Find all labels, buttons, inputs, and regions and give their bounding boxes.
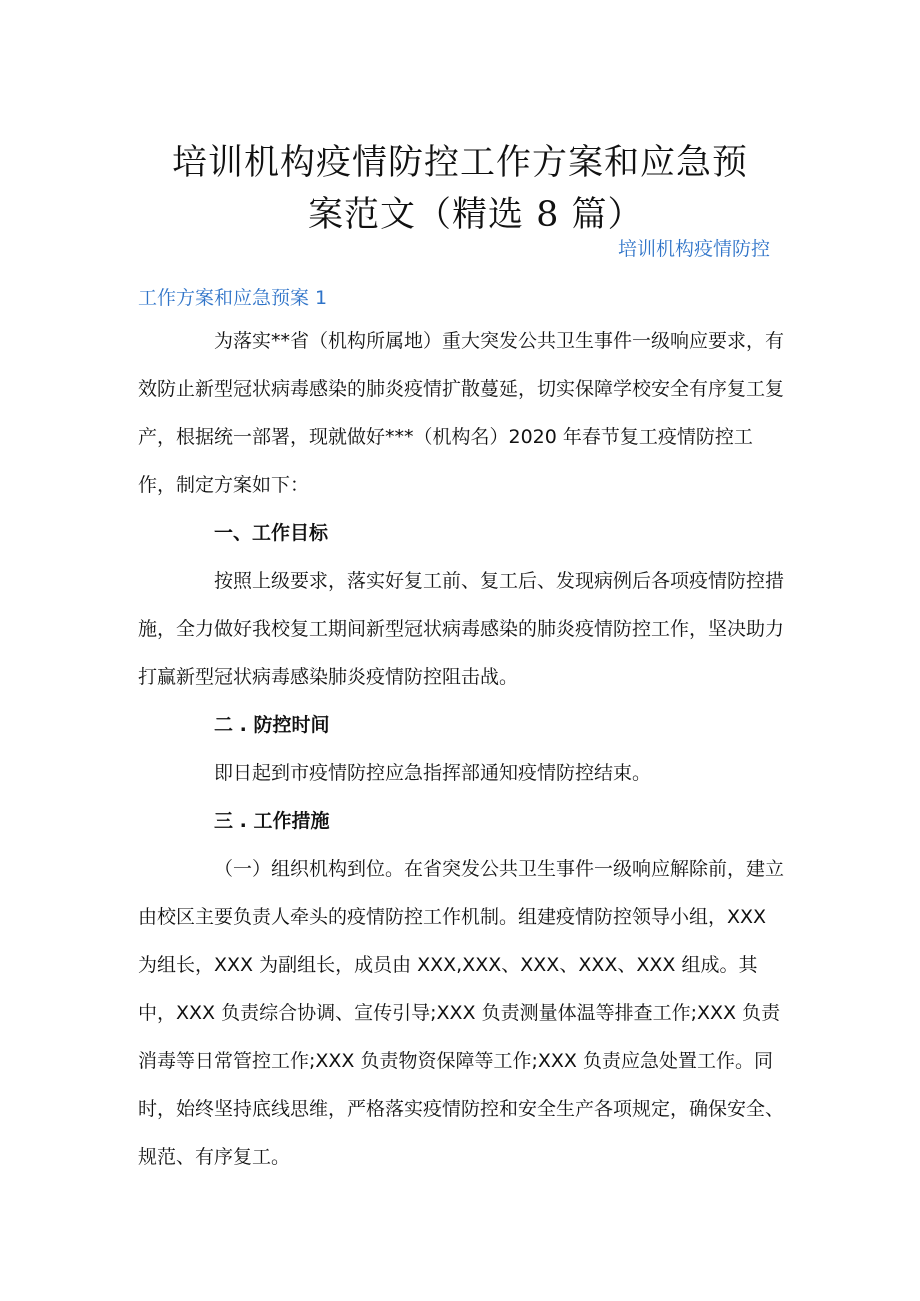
toc-link-part2[interactable]: 工作方案和应急预案 1 <box>138 287 328 309</box>
document-title-line1: 培训机构疫情防控工作方案和应急预 <box>171 143 748 183</box>
document-title-line2: 案范文（精选 8 篇） <box>308 195 644 235</box>
toc-link-part1[interactable]: 培训机构疫情防控 <box>618 238 771 260</box>
section2-paragraph: 即日起到市疫情防控应急指挥部通知疫情防控结束。 <box>214 762 652 784</box>
section3-paragraph: （一）组织机构到位。在省突发公共卫生事件一级响应解除前，建立由校区主要负责人牵头的疫情防控工作机制。组建疫情防控领导小组，XXX 为组长，XXX 为副组长，成员由 XXX,XXX、XXX、XXX、XXX 组成。其中，XXX 负责综合协调、宣传引导;XXX 负责测量体温等排查工作;XXX 负责消毒等日常管控工作;XXX 负责物资保障等工作;XXX 负责应急处置工作。同时，始终坚持底线思维，严格落实疫情防控和安全生产各项规定，确保安全、规范、有序复工。 <box>138 858 785 1168</box>
intro-paragraph: 为落实**省（机构所属地）重大突发公共卫生事件一级响应要求，有效防止新型冠状病毒感染的肺炎疫情扩散蔓延，切实保障学校安全有序复工复产，根据统一部署，现就做好***（机构名）2020 年春节复工疫情防控工作，制定方案如下： <box>138 330 785 496</box>
section2-heading: 二 . 防控时间 <box>214 714 330 736</box>
document-body <box>138 317 788 1181</box>
section1-paragraph: 按照上级要求，落实好复工前、复工后、发现病例后各项疫情防控措施，全力做好我校复工期间新型冠状病毒感染的肺炎疫情防控工作，坚决助力打赢新型冠状病毒感染肺炎疫情防控阻击战。 <box>138 570 785 688</box>
section3-heading: 三 . 工作措施 <box>214 810 330 832</box>
section1-heading: 一、工作目标 <box>214 522 329 544</box>
